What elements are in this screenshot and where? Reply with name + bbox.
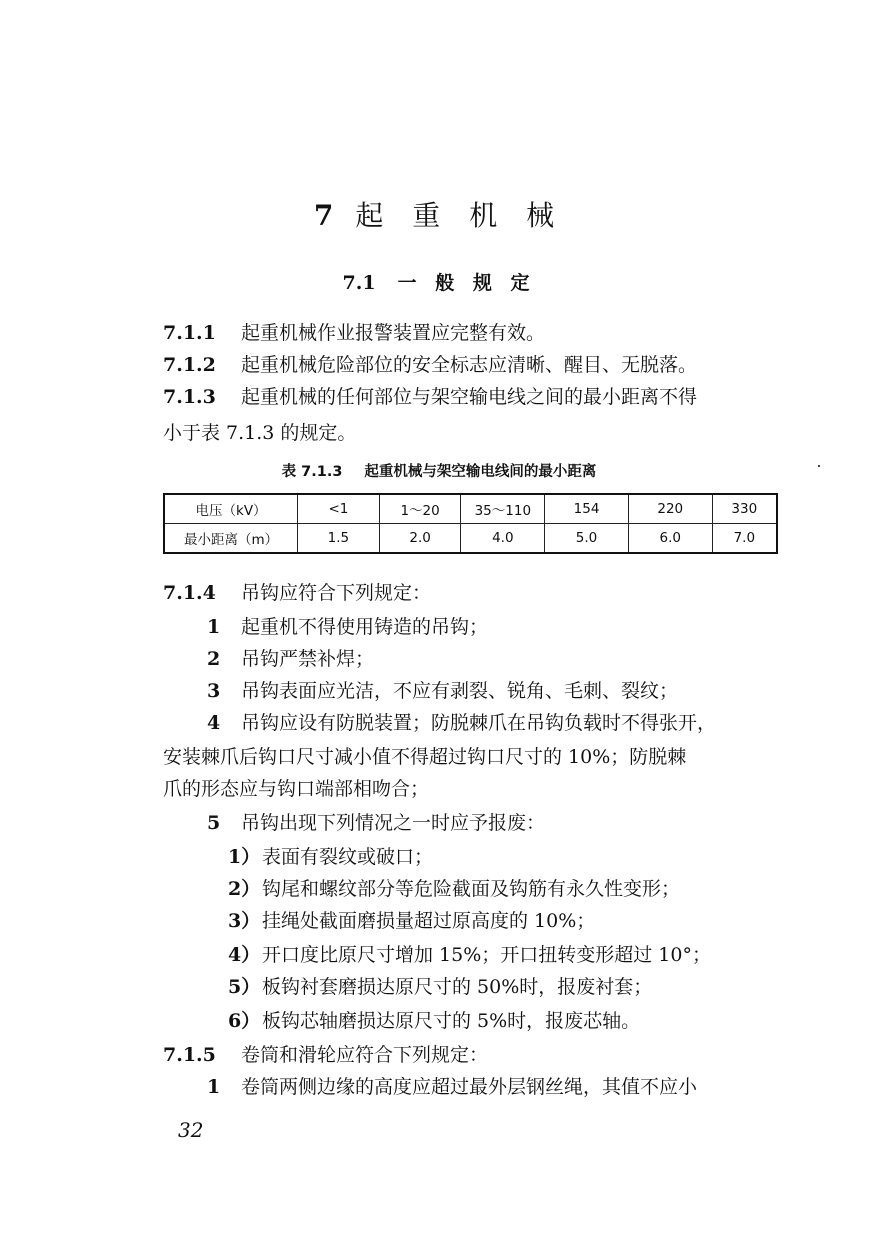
- clause-number: 7.1.3: [163, 386, 216, 408]
- table-cell: 5.0: [545, 524, 629, 554]
- distance-table: [163, 493, 778, 554]
- chapter-title: 起 重 机 械: [355, 199, 565, 232]
- table-cell: 330: [712, 494, 777, 524]
- item-5: [207, 808, 545, 840]
- item-1: [207, 612, 488, 644]
- clause-text: 起重机械作业报警装置应完整有效。: [241, 322, 546, 344]
- item-number: 1: [207, 616, 221, 638]
- sub-item-number: 6）: [228, 1010, 261, 1032]
- page-number: 32: [178, 1118, 204, 1142]
- sub-item-text: 开口度比原尺寸增加 15%；开口扭转变形超过 10°；: [262, 944, 711, 966]
- table-cell: 1.5: [298, 524, 380, 554]
- scan-speck: [818, 465, 820, 467]
- section-title: 一 般 规 定: [397, 272, 536, 294]
- sub-item-text: 挂绳处截面磨损量超过原高度的 10%；: [262, 910, 596, 932]
- item-number: 1: [207, 1076, 221, 1098]
- clause-7-1-5: [163, 1040, 488, 1072]
- item-number: 5: [207, 812, 221, 834]
- sub-item-text: 板钩衬套磨损达原尺寸的 50%时，报废衬套；: [262, 976, 653, 998]
- item-4: [207, 708, 716, 740]
- sub-item-1: [228, 842, 433, 874]
- table-caption-number: 表 7.1.3: [281, 464, 343, 480]
- sub-item-5: [228, 972, 652, 1004]
- item-number: 4: [207, 712, 221, 734]
- clause-7-1-3-continuation: 小于表 7.1.3 的规定。: [163, 422, 357, 444]
- sub-item-text: 板钩芯轴磨损达原尺寸的 5%时，报废芯轴。: [262, 1010, 641, 1032]
- clause-7-1-3: [163, 382, 697, 414]
- table-caption-title: 起重机械与架空输电线间的最小距离: [364, 464, 597, 480]
- item-text: 吊钩表面应光洁，不应有剥裂、锐角、毛刺、裂纹；: [241, 680, 679, 702]
- table-cell: 电压（kV）: [164, 494, 298, 524]
- table-row: [164, 494, 777, 524]
- clause-text: 吊钩应符合下列规定：: [241, 582, 432, 604]
- clause-number: 7.1.1: [163, 322, 216, 344]
- chapter-number: 7: [313, 199, 334, 232]
- item-text: 吊钩出现下列情况之一时应予报废：: [241, 812, 546, 834]
- item-2: [207, 644, 374, 676]
- section-heading: [0, 268, 878, 295]
- table-cell: <1: [298, 494, 380, 524]
- clause-number: 7.1.5: [163, 1044, 216, 1066]
- sub-item-4: [228, 940, 711, 972]
- table-row: [164, 524, 777, 554]
- table-cell: 154: [545, 494, 629, 524]
- item-text: 起重机不得使用铸造的吊钩；: [241, 616, 489, 638]
- clause-7-1-4: [163, 578, 431, 610]
- sub-item-number: 3）: [228, 910, 261, 932]
- item-4-continuation: 爪的形态应与钩口端部相吻合；: [163, 778, 430, 800]
- item-7-1-5-1: [207, 1072, 697, 1104]
- table-caption: [0, 460, 878, 481]
- sub-item-6: [228, 1006, 640, 1038]
- section-number: 7.1: [342, 272, 376, 294]
- table-cell: 1～20: [379, 494, 461, 524]
- sub-item-number: 4）: [228, 944, 261, 966]
- clause-number: 7.1.4: [163, 582, 216, 604]
- item-text: 卷筒两侧边缘的高度应超过最外层钢丝绳，其值不应小: [241, 1076, 698, 1098]
- sub-item-number: 5）: [228, 976, 261, 998]
- table-cell: 7.0: [712, 524, 777, 554]
- sub-item-number: 2）: [228, 878, 261, 900]
- chapter-heading: [0, 194, 878, 234]
- item-text: 吊钩严禁补焊；: [241, 648, 375, 670]
- sub-item-text: 表面有裂纹或破口；: [262, 846, 434, 868]
- clause-7-1-2: [163, 350, 697, 382]
- clause-number: 7.1.2: [163, 354, 216, 376]
- item-number: 3: [207, 680, 221, 702]
- table-cell: 2.0: [379, 524, 461, 554]
- item-number: 2: [207, 648, 221, 670]
- table-cell: 最小距离（m）: [164, 524, 298, 554]
- table-cell: 35～110: [461, 494, 545, 524]
- clause-text: 起重机械危险部位的安全标志应清晰、醒目、无脱落。: [241, 354, 698, 376]
- sub-item-text: 钩尾和螺纹部分等危险截面及钩筋有永久性变形；: [262, 878, 681, 900]
- item-4-continuation: 安装棘爪后钩口尺寸减小值不得超过钩口尺寸的 10%；防脱棘: [163, 746, 687, 768]
- table-cell: 4.0: [461, 524, 545, 554]
- clause-7-1-1: [163, 318, 545, 350]
- table-cell: 6.0: [628, 524, 712, 554]
- table-cell: 220: [628, 494, 712, 524]
- item-3: [207, 676, 678, 708]
- sub-item-3: [228, 906, 595, 938]
- item-text: 吊钩应设有防脱装置；防脱棘爪在吊钩负载时不得张开，: [241, 712, 717, 734]
- sub-item-2: [228, 874, 680, 906]
- sub-item-number: 1）: [228, 846, 261, 868]
- clause-text: 卷筒和滑轮应符合下列规定：: [241, 1044, 489, 1066]
- clause-text: 起重机械的任何部位与架空输电线之间的最小距离不得: [241, 386, 698, 408]
